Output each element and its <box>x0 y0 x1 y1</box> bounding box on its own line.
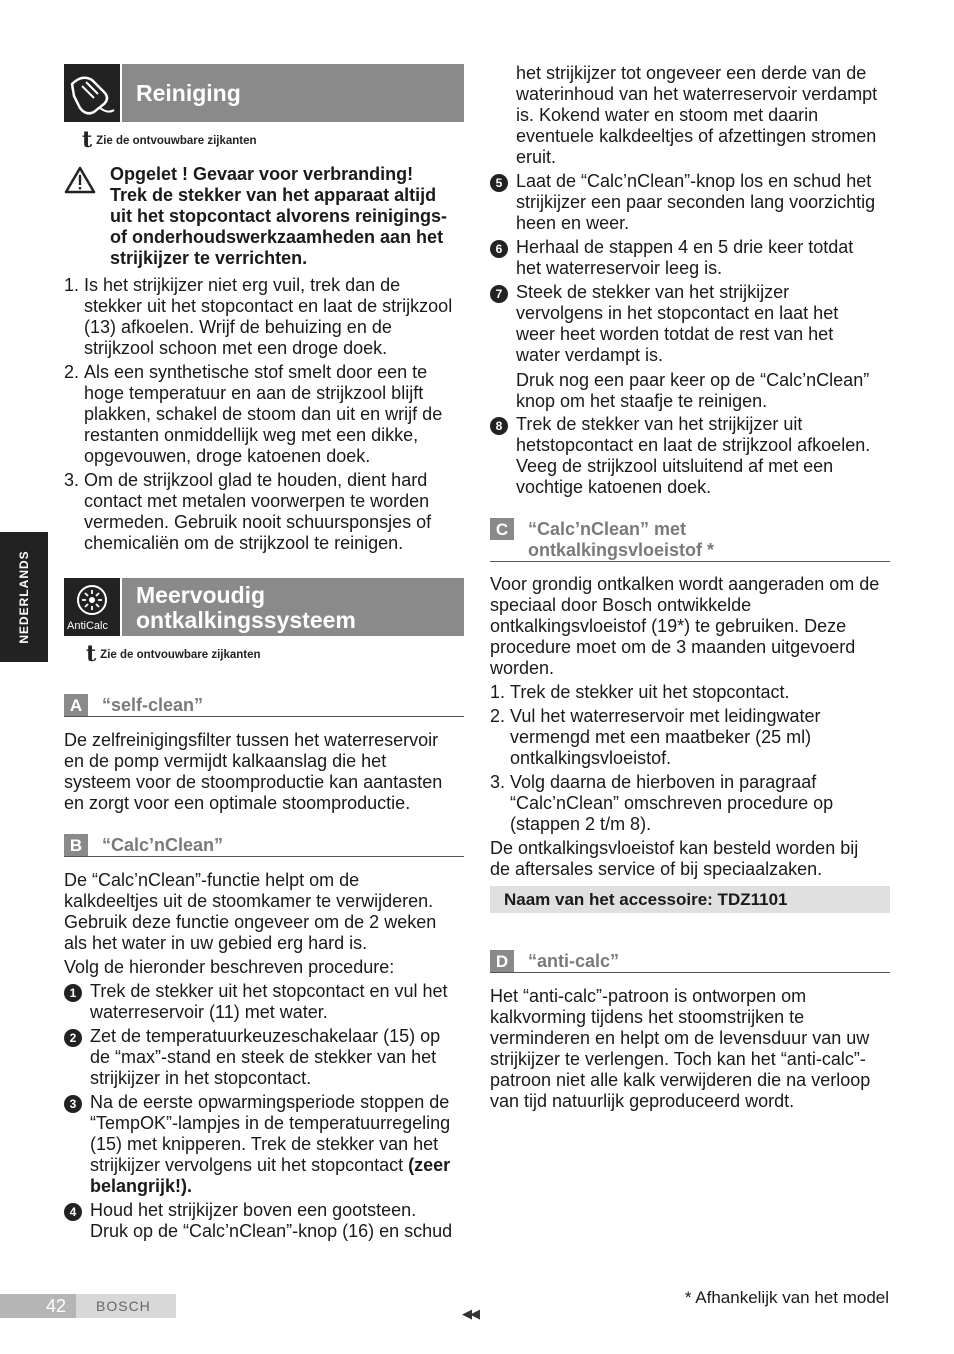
section-header-reiniging <box>122 64 464 122</box>
list-item: 5 Laat de “Calc’nClean”-knop los en schud het strijkijzer een paar seconden lang voorzichtig heen en weer. <box>490 171 890 234</box>
section-title: Reiniging <box>136 80 241 106</box>
nav-arrows-icon: ◀◀ <box>462 1306 478 1321</box>
subsection-d-text: Het “anti-calc”-patroon is ontworpen om kalkvorming tijdens het stoomstrijken te verminderen en helpt om de levensduur van uw strijkijzer te verlengen. Toch kan het “anti-calc”- patroon niet alle kalk verwijderen die na verloop van tijd natuurlijk geproduceerd wordt. <box>490 986 871 1111</box>
language-tab: NEDERLANDS <box>0 532 48 662</box>
section-title: Meervoudig ontkalkingssysteem <box>136 582 356 633</box>
fold-out-icon: t <box>86 641 97 667</box>
subsection-c-text: Voor grondig ontkalken wordt aangeraden om de speciaal door Bosch ontwikkelde ontkalkingsvloeistof (19*) te gebruiken. Deze procedure moet om de 3 maanden uitgevoerd worden. <box>490 574 880 678</box>
list-item: 7 Steek de stekker van het strijkijzer vervolgens in het stopcontact en laat het weer heet worden totdat de rest van het water verdampt is. Druk nog een paar keer op de “Calc’nClean” knop om het staafje te reinigen. <box>490 282 890 412</box>
list-item: 3. Volg daarna de hierboven in paragraaf “Calc’nClean” omschreven procedure op (stappen 2 t/m 8). <box>490 772 834 834</box>
accessory-box: Naam van het accessoire: TDZ1101 <box>490 886 890 913</box>
warning-text: Opgelet ! Gevaar voor verbranding! Trek de stekker van het apparaat altijd uit het stopcontact alvorens reinigings- of onderhoudswerkzaamheden aan het strijkijzer te verrichten. <box>110 164 448 268</box>
anticalc-icon-box <box>64 578 120 636</box>
subsection-d-heading: D “anti-calc” <box>490 950 890 973</box>
zie-note: t Zie de ontvouwbare zijkanten <box>86 641 261 667</box>
brand-label: BOSCH <box>76 1294 176 1318</box>
list-item: 1. Trek de stekker uit het stopcontact. <box>490 682 790 702</box>
zie-note: t Zie de ontvouwbare zijkanten <box>82 127 257 153</box>
subsection-b-text: De “Calc’nClean”-functie helpt om de kalkdeeltjes uit de stoomkamer te verwijderen. Gebruik deze functie ongeveer om de 2 weken als het water in uw gebied erg hard is. <box>64 870 437 953</box>
list-item: 2. Vul het waterreservoir met leidingwater vermengd met een maatbeker (25 ml) ontkalkingsvloeistof. <box>490 706 821 768</box>
list-item: 8 Trek de stekker van het strijkijzer uit hetstopcontact en laat de strijkzool afkoelen. Veeg de strijkzool uitsluitend af met een vochtige katoenen doek. <box>490 414 890 498</box>
list-item: 1 Trek de stekker uit het stopcontact en vul het waterreservoir (11) met water. <box>64 981 464 1023</box>
list-item: 2. Als een synthetische stof smelt door een te hoge temperatuur en aan de strijkzool blijft plakken, schakel de stoom dan uit en wrijf de restanten onmiddellijk weg met een dikke, opgevouwen, droge katoenen doek. <box>64 362 443 466</box>
section-header-meervoudig <box>122 578 464 636</box>
fold-out-icon: t <box>82 127 93 153</box>
procedure-intro: Volg de hieronder beschreven procedure: <box>64 957 395 977</box>
list-item: 3 Na de eerste opwarmingsperiode stoppen de “TempOK”-lampjes in de temperatuurregeling (15) met knipperen. Trek de stekker van het strijkijzer vervolgens uit het stopcontact (zeer belangrijk!). <box>64 1092 464 1197</box>
subsection-c-heading: C “Calc’nClean” met ontkalkingsvloeistof * <box>490 518 890 562</box>
subsection-a-heading: A “self-clean” <box>64 694 464 717</box>
page-number: 42 <box>0 1294 76 1318</box>
step4-continued: het strijkijzer tot ongeveer een derde van de waterinhoud van het waterreservoir verdampt is. Kokend water en stoom met daarin eventuele kalkdeeltjes of afzettingen stromen eruit. <box>516 63 878 167</box>
list-item: 4 Houd het strijkijzer boven een gootsteen. Druk op de “Calc’nClean”-knop (16) en schud <box>64 1200 464 1242</box>
subsection-b-heading: B “Calc’nClean” <box>64 834 464 857</box>
list-item: 2 Zet de temperatuurkeuzeschakelaar (15) op de “max”-stand en steek de stekker van het strijkijzer in het stopcontact. <box>64 1026 464 1089</box>
subsection-c-after: De ontkalkingsvloeistof kan besteld worden bij de aftersales service of bij speciaalzaken. <box>490 838 859 879</box>
subsection-a-text: De zelfreinigingsfilter tussen het waterreservoir en de pomp vermijdt kalkaanslag die het systeem voor de stoomproductie kan aantasten en zorgt voor een optimale stoomproductie. <box>64 730 443 813</box>
reiniging-icon-box <box>64 64 120 122</box>
hand-cleaning-icon <box>64 64 120 122</box>
anticalc-label: AntiCalc <box>67 620 108 632</box>
warning-triangle-icon <box>64 166 96 194</box>
list-item: 1. Is het strijkijzer niet erg vuil, trek dan de stekker uit het stopcontact en laat de strijkzool (13) afkoelen. Wrijf de behuizing en de strijkzool schoon met een droge doek. <box>64 275 453 358</box>
list-item: 6 Herhaal de stappen 4 en 5 drie keer totdat het waterreservoir leeg is. <box>490 237 890 279</box>
footnote: * Afhankelijk van het model <box>684 1288 889 1307</box>
list-item: 3. Om de strijkzool glad te houden, dient hard contact met metalen voorwerpen te worden vermeden. Gebruik nooit schuursponsjes of chemicaliën om de strijkzool te reinigen. <box>64 470 432 553</box>
